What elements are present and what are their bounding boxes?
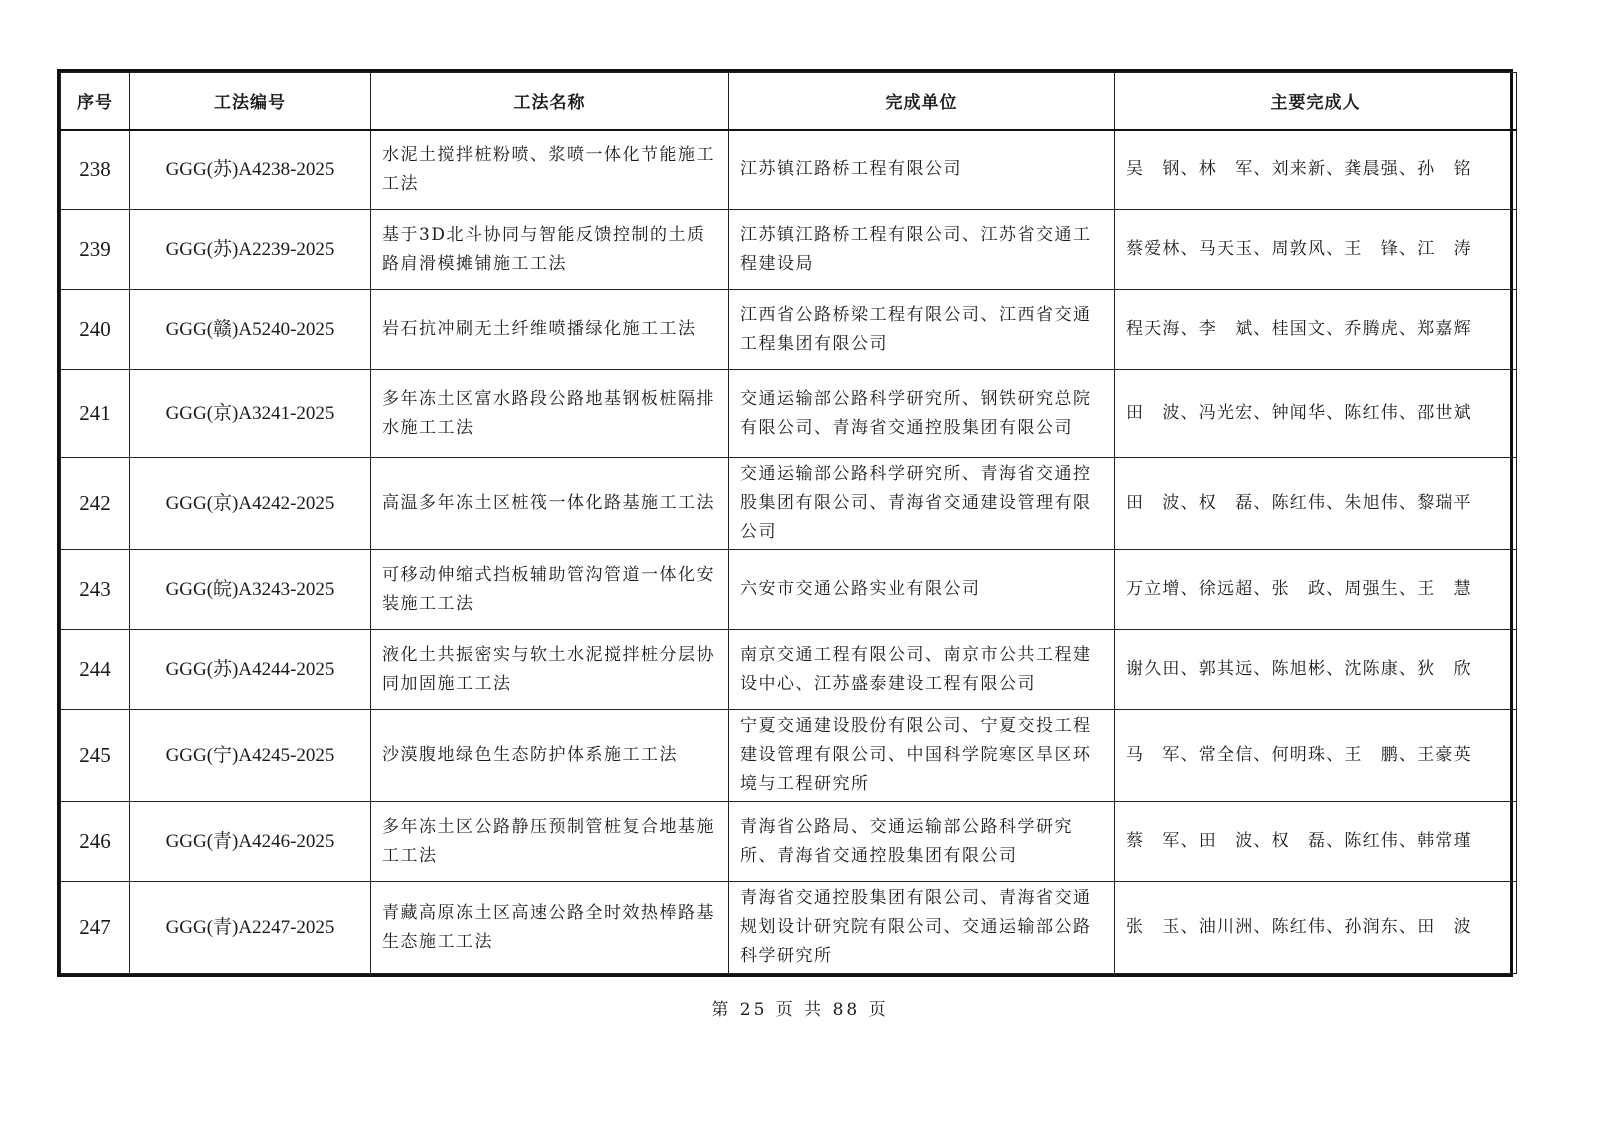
cell-code: GGG(赣)A5240-2025 <box>130 290 371 370</box>
cell-person: 田 波、权 磊、陈红伟、朱旭伟、黎瑞平 <box>1115 458 1517 550</box>
cell-name: 高温多年冻土区桩筏一体化路基施工工法 <box>371 458 729 550</box>
cell-no: 239 <box>61 210 130 290</box>
cell-no: 240 <box>61 290 130 370</box>
cell-person: 蔡 军、田 波、权 磊、陈红伟、韩常瑾 <box>1115 802 1517 882</box>
header-name: 工法名称 <box>371 73 729 130</box>
cell-code: GGG(京)A4242-2025 <box>130 458 371 550</box>
cell-code: GGG(青)A4246-2025 <box>130 802 371 882</box>
cell-unit: 南京交通工程有限公司、南京市公共工程建设中心、江苏盛泰建设工程有限公司 <box>729 630 1115 710</box>
table-row <box>61 458 1517 550</box>
cell-code: GGG(青)A2247-2025 <box>130 882 371 974</box>
table-row <box>61 710 1517 802</box>
cell-unit: 交通运输部公路科学研究所、钢铁研究总院有限公司、青海省交通控股集团有限公司 <box>729 370 1115 458</box>
cell-unit: 青海省交通控股集团有限公司、青海省交通规划设计研究院有限公司、交通运输部公路科学研究所 <box>729 882 1115 974</box>
cell-unit: 宁夏交通建设股份有限公司、宁夏交投工程建设管理有限公司、中国科学院寒区旱区环境与工程研究所 <box>729 710 1115 802</box>
cell-unit: 江苏镇江路桥工程有限公司、江苏省交通工程建设局 <box>729 210 1115 290</box>
cell-no: 244 <box>61 630 130 710</box>
header-code: 工法编号 <box>130 73 371 130</box>
cell-person: 蔡爱林、马天玉、周敦风、王 锋、江 涛 <box>1115 210 1517 290</box>
cell-name: 青藏高原冻土区高速公路全时效热棒路基生态施工工法 <box>371 882 729 974</box>
cell-person: 田 波、冯光宏、钟闻华、陈红伟、邵世斌 <box>1115 370 1517 458</box>
cell-person: 马 军、常全信、何明珠、王 鹏、王豪英 <box>1115 710 1517 802</box>
cell-no: 247 <box>61 882 130 974</box>
cell-name: 多年冻土区富水路段公路地基钢板桩隔排水施工工法 <box>371 370 729 458</box>
cell-code: GGG(皖)A3243-2025 <box>130 550 371 630</box>
header-no: 序号 <box>61 73 130 130</box>
cell-no: 242 <box>61 458 130 550</box>
award-table <box>60 72 1517 974</box>
cell-unit: 江西省公路桥梁工程有限公司、江西省交通工程集团有限公司 <box>729 290 1115 370</box>
cell-person: 程天海、李 斌、桂国文、乔腾虎、郑嘉辉 <box>1115 290 1517 370</box>
cell-name: 液化土共振密实与软土水泥搅拌桩分层协同加固施工工法 <box>371 630 729 710</box>
cell-name: 可移动伸缩式挡板辅助管沟管道一体化安装施工工法 <box>371 550 729 630</box>
cell-name: 基于3D北斗协同与智能反馈控制的土质路肩滑模摊铺施工工法 <box>371 210 729 290</box>
cell-name: 沙漠腹地绿色生态防护体系施工工法 <box>371 710 729 802</box>
cell-code: GGG(苏)A4244-2025 <box>130 630 371 710</box>
table-row <box>61 370 1517 458</box>
cell-code: GGG(京)A3241-2025 <box>130 370 371 458</box>
cell-no: 243 <box>61 550 130 630</box>
cell-name: 多年冻土区公路静压预制管桩复合地基施工工法 <box>371 802 729 882</box>
table-row <box>61 290 1517 370</box>
table-row <box>61 210 1517 290</box>
cell-unit: 六安市交通公路实业有限公司 <box>729 550 1115 630</box>
cell-no: 246 <box>61 802 130 882</box>
page-footer-pagination: 第 25 页 共 88 页 <box>711 1000 889 1020</box>
table-header-row <box>61 73 1517 130</box>
cell-no: 241 <box>61 370 130 458</box>
cell-name: 水泥土搅拌桩粉喷、浆喷一体化节能施工工法 <box>371 130 729 210</box>
table-row <box>61 882 1517 974</box>
cell-unit: 交通运输部公路科学研究所、青海省交通控股集团有限公司、青海省交通建设管理有限公司 <box>729 458 1115 550</box>
cell-code: GGG(苏)A2239-2025 <box>130 210 371 290</box>
table-row <box>61 550 1517 630</box>
cell-person: 吴 钢、林 军、刘来新、龚晨强、孙 铭 <box>1115 130 1517 210</box>
cell-person: 万立增、徐远超、张 政、周强生、王 慧 <box>1115 550 1517 630</box>
header-unit: 完成单位 <box>729 73 1115 130</box>
cell-code: GGG(宁)A4245-2025 <box>130 710 371 802</box>
cell-no: 238 <box>61 130 130 210</box>
cell-unit: 青海省公路局、交通运输部公路科学研究所、青海省交通控股集团有限公司 <box>729 802 1115 882</box>
table-row <box>61 802 1517 882</box>
cell-person: 张 玉、油川洲、陈红伟、孙润东、田 波 <box>1115 882 1517 974</box>
header-person: 主要完成人 <box>1115 73 1517 130</box>
table-row <box>61 130 1517 210</box>
table-row <box>61 630 1517 710</box>
cell-name: 岩石抗冲刷无土纤维喷播绿化施工工法 <box>371 290 729 370</box>
award-table-container <box>57 69 1513 977</box>
cell-code: GGG(苏)A4238-2025 <box>130 130 371 210</box>
cell-unit: 江苏镇江路桥工程有限公司 <box>729 130 1115 210</box>
cell-no: 245 <box>61 710 130 802</box>
cell-person: 谢久田、郭其远、陈旭彬、沈陈康、狄 欣 <box>1115 630 1517 710</box>
